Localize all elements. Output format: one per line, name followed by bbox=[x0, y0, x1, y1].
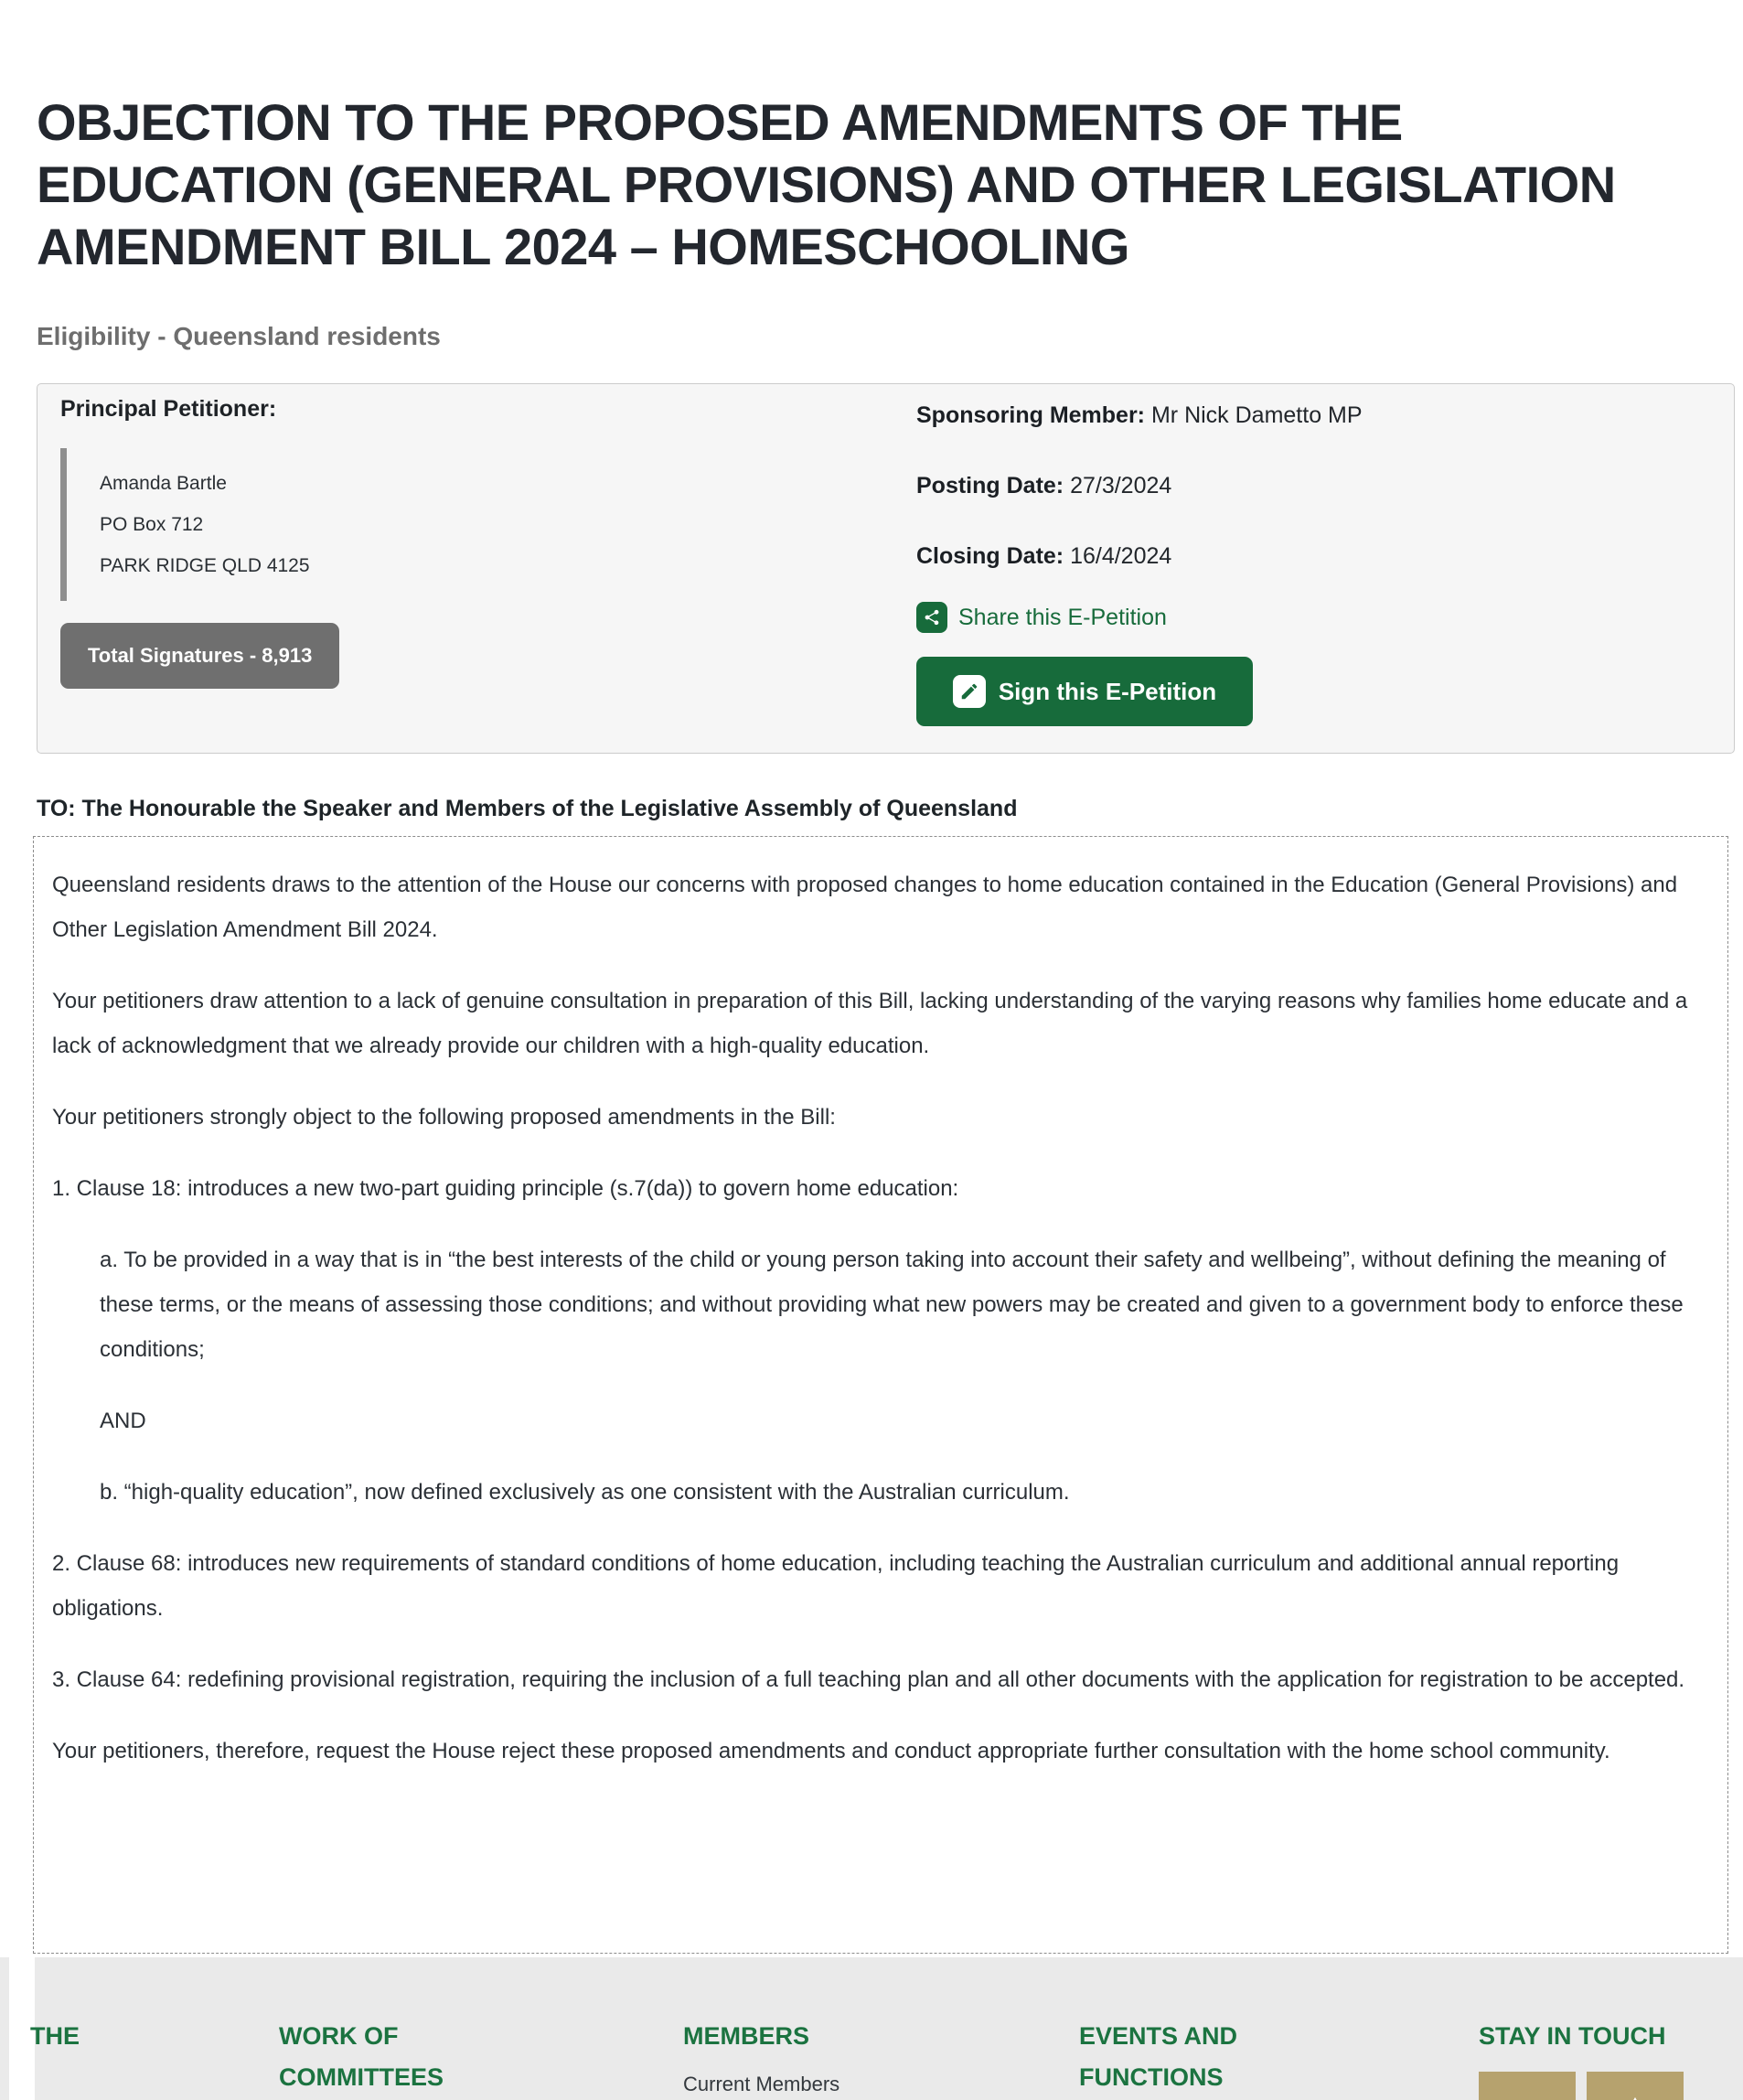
footer-column-committees bbox=[279, 2016, 498, 2098]
footer-heading-the[interactable]: THE bbox=[30, 2022, 80, 2050]
petition-paragraph: Your petitioners draw attention to a lack of genuine consultation in preparation of this Bill, lacking understanding of the varying reasons why families home educate and a lack of acknowledgment that we already provide our children with a high-quality education. bbox=[52, 989, 1688, 1058]
petition-info-box bbox=[37, 383, 1735, 754]
petition-list-item-1: 1. Clause 18: introduces a new two-part guiding principle (s.7(da)) to govern home education: bbox=[52, 1176, 959, 1201]
footer-link-current-members[interactable]: Current Members bbox=[683, 2073, 840, 2095]
footer-heading-stay-in-touch[interactable]: STAY IN TOUCH bbox=[1479, 2022, 1666, 2050]
petition-paragraph: Your petitioners strongly object to the following proposed amendments in the Bill: bbox=[52, 1105, 836, 1130]
eligibility-subtitle: Eligibility - Queensland residents bbox=[37, 322, 441, 350]
footer-heading-work-of-committees[interactable]: WORK OF COMMITTEES bbox=[279, 2022, 444, 2091]
footer-column-members bbox=[683, 2016, 957, 2096]
closing-date-row bbox=[916, 543, 1171, 570]
petition-list-item-2: 2. Clause 68: introduces new requirements of standard conditions of home education, including teaching the Australian curriculum and additional annual reporting obligations. bbox=[52, 1551, 1620, 1621]
petitioner-name: Amanda Bartle bbox=[100, 473, 227, 494]
petition-meta-column bbox=[916, 384, 1721, 753]
petitioner-address-line1: PO Box 712 bbox=[100, 514, 204, 535]
total-signatures-badge: Total Signatures - 8,913 bbox=[60, 623, 339, 689]
posting-date-value: 27/3/2024 bbox=[1070, 473, 1172, 498]
sign-button-label: Sign this E-Petition bbox=[998, 677, 1217, 705]
footer-column-events bbox=[1079, 2016, 1299, 2098]
share-epetition-link[interactable] bbox=[916, 602, 1167, 633]
petitioner-column bbox=[60, 396, 838, 689]
pencil-icon bbox=[953, 675, 986, 708]
page-title: OBJECTION TO THE PROPOSED AMENDMENTS OF THE EDUCATION (GENERAL PROVISIONS) AND OTHER LEGISLATION AMENDMENT BILL 2024 – HOMESCHOOLING bbox=[37, 93, 1616, 275]
posting-date-row bbox=[916, 473, 1171, 499]
share-link-label: Share this E-Petition bbox=[958, 604, 1167, 630]
petition-subitem-b: b. “high-quality education”, now defined exclusively as one consistent with the Australian curriculum. bbox=[100, 1480, 1070, 1505]
social-icons-row bbox=[1479, 2072, 1743, 2100]
sponsoring-member-row bbox=[916, 402, 1363, 429]
play-icon[interactable] bbox=[1587, 2072, 1684, 2100]
petition-list-item-3: 3. Clause 64: redefining provisional registration, requiring the inclusion of a full teaching plan and all other documents with the application for registration to be accepted. bbox=[52, 1667, 1685, 1692]
closing-date-value: 16/4/2024 bbox=[1070, 543, 1172, 569]
footer-heading-events-and-functions[interactable]: EVENTS AND FUNCTIONS bbox=[1079, 2022, 1238, 2091]
sponsoring-member-value: Mr Nick Dametto MP bbox=[1150, 402, 1363, 428]
petition-subitem-and: AND bbox=[100, 1409, 146, 1433]
petition-addressee: TO: The Honourable the Speaker and Members of the Legislative Assembly of Queensland bbox=[37, 796, 1018, 821]
closing-date-label: Closing Date: bbox=[916, 543, 1064, 569]
posting-date-label: Posting Date: bbox=[916, 473, 1064, 498]
petition-text-box bbox=[33, 836, 1728, 1954]
footer-heading-members[interactable]: MEMBERS bbox=[683, 2022, 810, 2050]
petition-subitem-a: a. To be provided in a way that is in “the best interests of the child or young person taking into account their safety and wellbeing”, without defining the meaning of these terms, or the means of assessing those conditions; and without providing what new powers may be created and given to a government body to enforce these conditions; bbox=[100, 1248, 1684, 1362]
petition-closing-paragraph: Your petitioners, therefore, request the House reject these proposed amendments and conduct appropriate further consultation with the home school community. bbox=[52, 1739, 1610, 1763]
email-icon[interactable] bbox=[1479, 2072, 1576, 2100]
sign-epetition-button[interactable] bbox=[916, 657, 1253, 726]
page-footer bbox=[0, 1957, 1743, 2100]
petition-paragraph: Queensland residents draws to the attention of the House our concerns with proposed changes to home education contained in the Education (General Provisions) and Other Legislation Amendment Bill 2024. bbox=[52, 873, 1678, 942]
footer-column-assembly bbox=[30, 2016, 140, 2057]
principal-petitioner-label: Principal Petitioner: bbox=[60, 396, 277, 422]
petitioner-address-block bbox=[60, 448, 838, 601]
sponsoring-member-label: Sponsoring Member: bbox=[916, 402, 1146, 428]
petitioner-address-line2: PARK RIDGE QLD 4125 bbox=[100, 555, 310, 576]
footer-column-stay-in-touch bbox=[1479, 2016, 1743, 2100]
share-icon bbox=[916, 602, 947, 633]
